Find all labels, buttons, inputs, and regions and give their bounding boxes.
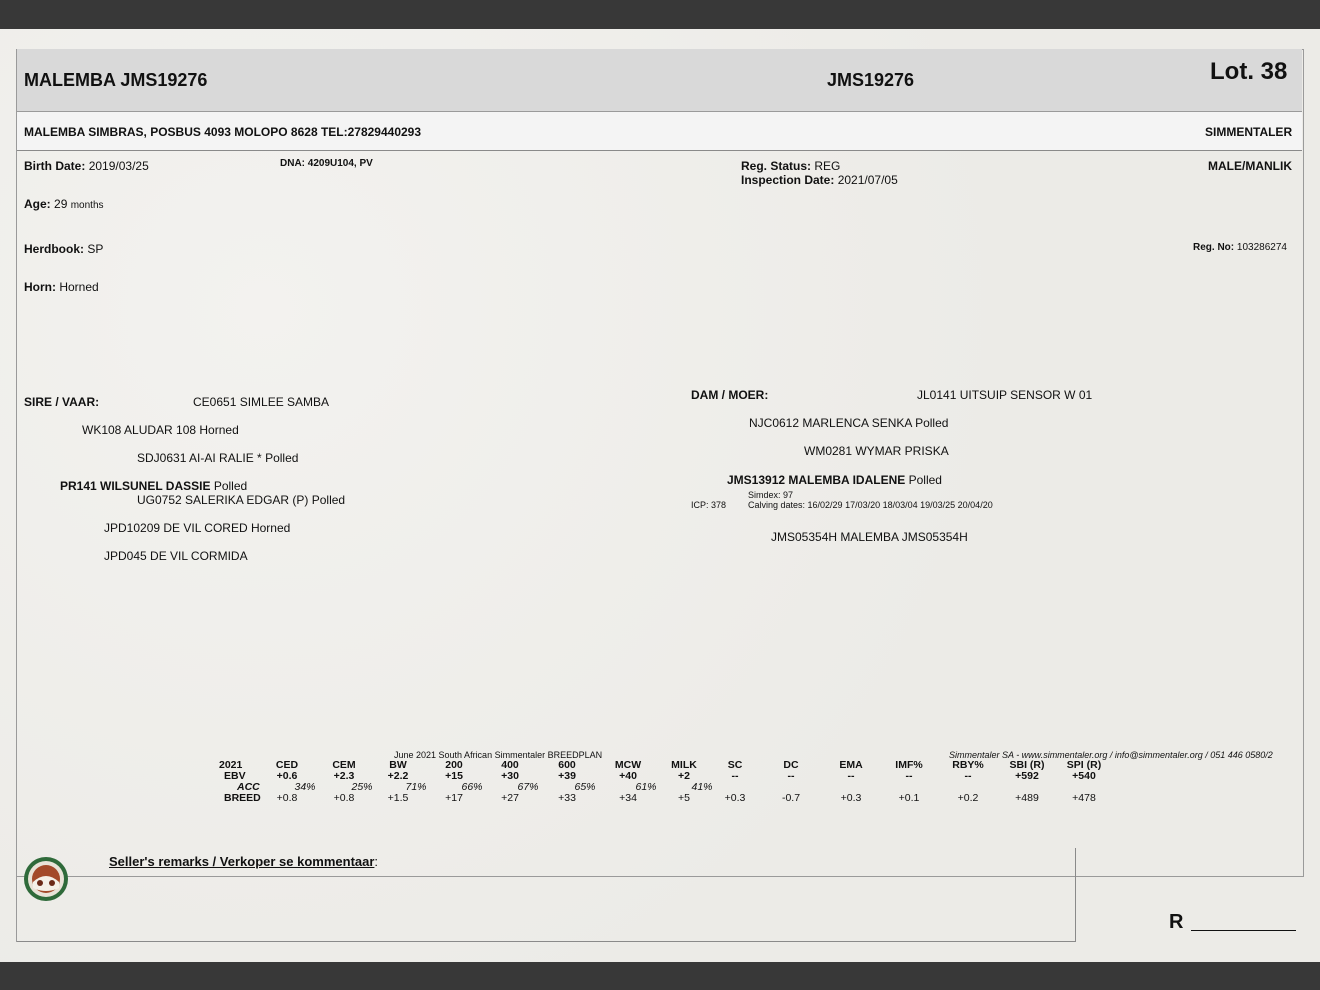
ebv-value-4: +30 (501, 770, 519, 782)
dam-sire: NJC0612 MARLENCA SENKA Polled (749, 416, 949, 430)
ebv-header-9: DC (783, 759, 799, 771)
top-dark-bar (0, 0, 1320, 29)
header-band (17, 49, 1302, 112)
birth-date-label: Birth Date: (24, 159, 86, 173)
age (24, 197, 104, 211)
ebv-header-0: CED (275, 759, 299, 771)
sire-dam-sire-sire: JPD10209 DE VIL CORED Horned (104, 521, 291, 535)
breed-value-8: +0.3 (724, 792, 746, 804)
acc-value-7: 41% (691, 781, 713, 793)
calving-dates: Calving dates: 16/02/29 17/03/20 18/03/04 19/03/25 20/04/20 (748, 500, 993, 510)
breed-value-2: +1.5 (387, 792, 409, 804)
ebv-value-5: +39 (558, 770, 576, 782)
acc-value-0: 34% (294, 781, 316, 793)
breed-value-12: +0.2 (957, 792, 979, 804)
card-left-line (16, 875, 17, 942)
dam-dam-sire: JMS05354H MALEMBA JMS05354H (771, 530, 968, 544)
animal-name: MALEMBA JMS19276 (24, 70, 208, 90)
inspection-date (741, 173, 898, 187)
breed-value-13: +489 (1015, 792, 1039, 804)
age-label: Age: (24, 197, 51, 211)
breed-value-11: +0.1 (898, 792, 920, 804)
breed-value-14: +478 (1072, 792, 1096, 804)
sire-label: SIRE / VAAR: (24, 395, 100, 409)
card-bottom-line (17, 941, 1076, 942)
ebv-header-10: EMA (839, 759, 863, 771)
sire-name: CE0651 SIMLEE SAMBA (193, 395, 330, 409)
ebv-value-14: +540 (1072, 770, 1096, 782)
birth-date-value: 2019/03/25 (88, 159, 149, 173)
remarks-divider (1075, 848, 1076, 942)
reg-status-label: Reg. Status: (741, 159, 812, 173)
dna-info: DNA: 4209U104, PV (280, 158, 373, 169)
ebv-header-6: MCW (614, 759, 642, 771)
animal-id: JMS19276 (827, 70, 915, 90)
ebv-value-10: -- (847, 770, 855, 782)
breed-value-10: +0.3 (840, 792, 862, 804)
reg-status-value: REG (814, 159, 841, 173)
ebv-value-2: +2.2 (387, 770, 409, 782)
bottom-dark-bar (0, 962, 1320, 990)
seller-remarks-colon: : (374, 854, 379, 869)
price-label: R (1169, 911, 1184, 933)
breed-value-9: -0.7 (781, 792, 801, 804)
breed-value-0: +0.8 (276, 792, 298, 804)
breed-value-7: +5 (678, 792, 690, 804)
herdbook-value: SP (87, 242, 104, 256)
ebv-header-11: IMF% (895, 759, 923, 771)
sire-sire: WK108 ALUDAR 108 Horned (82, 423, 239, 437)
ebv-row-label: EBV (224, 770, 246, 782)
sire-dam-sire: UG0752 SALERIKA EDGAR (P) Polled (137, 493, 346, 507)
inspection-date-value: 2021/07/05 (837, 173, 898, 187)
acc-value-6: 61% (635, 781, 657, 793)
acc-value-3: 66% (461, 781, 483, 793)
reg-no-label: Reg. No: (1193, 242, 1235, 253)
breed-value-6: +34 (619, 792, 637, 804)
ebv-header-5: 600 (558, 759, 576, 771)
ebv-header-2: BW (389, 759, 407, 771)
simmentaler-logo (23, 856, 69, 902)
dam-label: DAM / MOER: (691, 388, 769, 402)
breed-name: SIMMENTALER (1205, 125, 1293, 139)
ebv-value-8: -- (731, 770, 739, 782)
ebv-value-0: +0.6 (276, 770, 298, 782)
reg-status (741, 159, 840, 173)
ebv-year: 2021 (219, 759, 243, 771)
ebv-value-11: -- (905, 770, 913, 782)
breed-row-label: BREED (224, 792, 261, 804)
reg-no (1193, 242, 1287, 253)
dam-dam-horn: Polled (908, 473, 942, 487)
ebv-header-8: SC (727, 759, 743, 771)
ebv-header-12: RBY% (952, 759, 984, 771)
ebv-header-3: 200 (445, 759, 463, 771)
ebv-header-13: SBI (R) (1009, 759, 1045, 771)
seller-remarks (109, 854, 378, 869)
ebv-value-7: +2 (678, 770, 690, 782)
dam-sire-dam: WM0281 WYMAR PRISKA (804, 444, 949, 458)
ebv-value-9: -- (787, 770, 795, 782)
reg-no-value: 103286274 (1236, 242, 1287, 253)
dam-dam (727, 473, 942, 487)
icp: ICP: 378 (691, 500, 727, 510)
acc-value-5: 65% (574, 781, 596, 793)
ebv-value-1: +2.3 (333, 770, 355, 782)
breedplan-title: June 2021 South African Simmentaler BREEDPLAN (394, 750, 603, 760)
ebv-header-1: CEM (332, 759, 356, 771)
sire-dam-sire-dam: JPD045 DE VIL CORMIDA (104, 549, 248, 563)
ebv-value-3: +15 (445, 770, 463, 782)
breed-value-3: +17 (445, 792, 463, 804)
sire-sire-dam: SDJ0631 AI-AI RALIE * Polled (137, 451, 299, 465)
dam-name: JL0141 UITSUIP SENSOR W 01 (917, 388, 1093, 402)
ebv-value-13: +592 (1015, 770, 1039, 782)
herdbook (24, 242, 103, 256)
lot-number: Lot. 38 (1210, 58, 1288, 85)
horn-label: Horn: (24, 280, 56, 294)
acc-value-2: 71% (405, 781, 427, 793)
breed-value-4: +27 (501, 792, 519, 804)
ebv-value-6: +40 (619, 770, 637, 782)
acc-row-label: ACC (237, 781, 260, 793)
simdex: Simdex: 97 (748, 490, 794, 500)
sire-dam-horn: Polled (213, 479, 248, 493)
sire-dam (60, 479, 247, 493)
ebv-value-12: -- (964, 770, 972, 782)
sire-dam-name: PR141 WILSUNEL DASSIE (60, 479, 211, 493)
acc-value-1: 25% (351, 781, 373, 793)
herdbook-label: Herdbook: (24, 242, 84, 256)
acc-value-4: 67% (517, 781, 539, 793)
breedplan-contact: Simmentaler SA - www.simmentaler.org / info@simmentaler.org / 051 446 0580/2 (949, 750, 1273, 760)
ebv-header-4: 400 (501, 759, 519, 771)
horn-value: Horned (59, 280, 99, 294)
breed-value-1: +0.8 (333, 792, 355, 804)
horn (24, 280, 99, 294)
inspection-date-label: Inspection Date: (741, 173, 835, 187)
sex: MALE/MANLIK (1208, 159, 1292, 173)
breeder-line: MALEMBA SIMBRAS, POSBUS 4093 MOLOPO 8628 TEL:27829440293 (24, 125, 422, 139)
breed-value-5: +33 (558, 792, 576, 804)
ebv-header-14: SPI (R) (1066, 759, 1102, 771)
seller-remarks-label: Seller's remarks / Verkoper se kommentaar (109, 854, 375, 869)
birth-date (24, 159, 149, 173)
price-blank-line[interactable] (1191, 930, 1296, 931)
dam-dam-name: JMS13912 MALEMBA IDALENE (727, 473, 906, 487)
ebv-header-7: MILK (671, 759, 697, 771)
age-value: 29 (54, 197, 68, 211)
age-unit: months (70, 200, 104, 211)
